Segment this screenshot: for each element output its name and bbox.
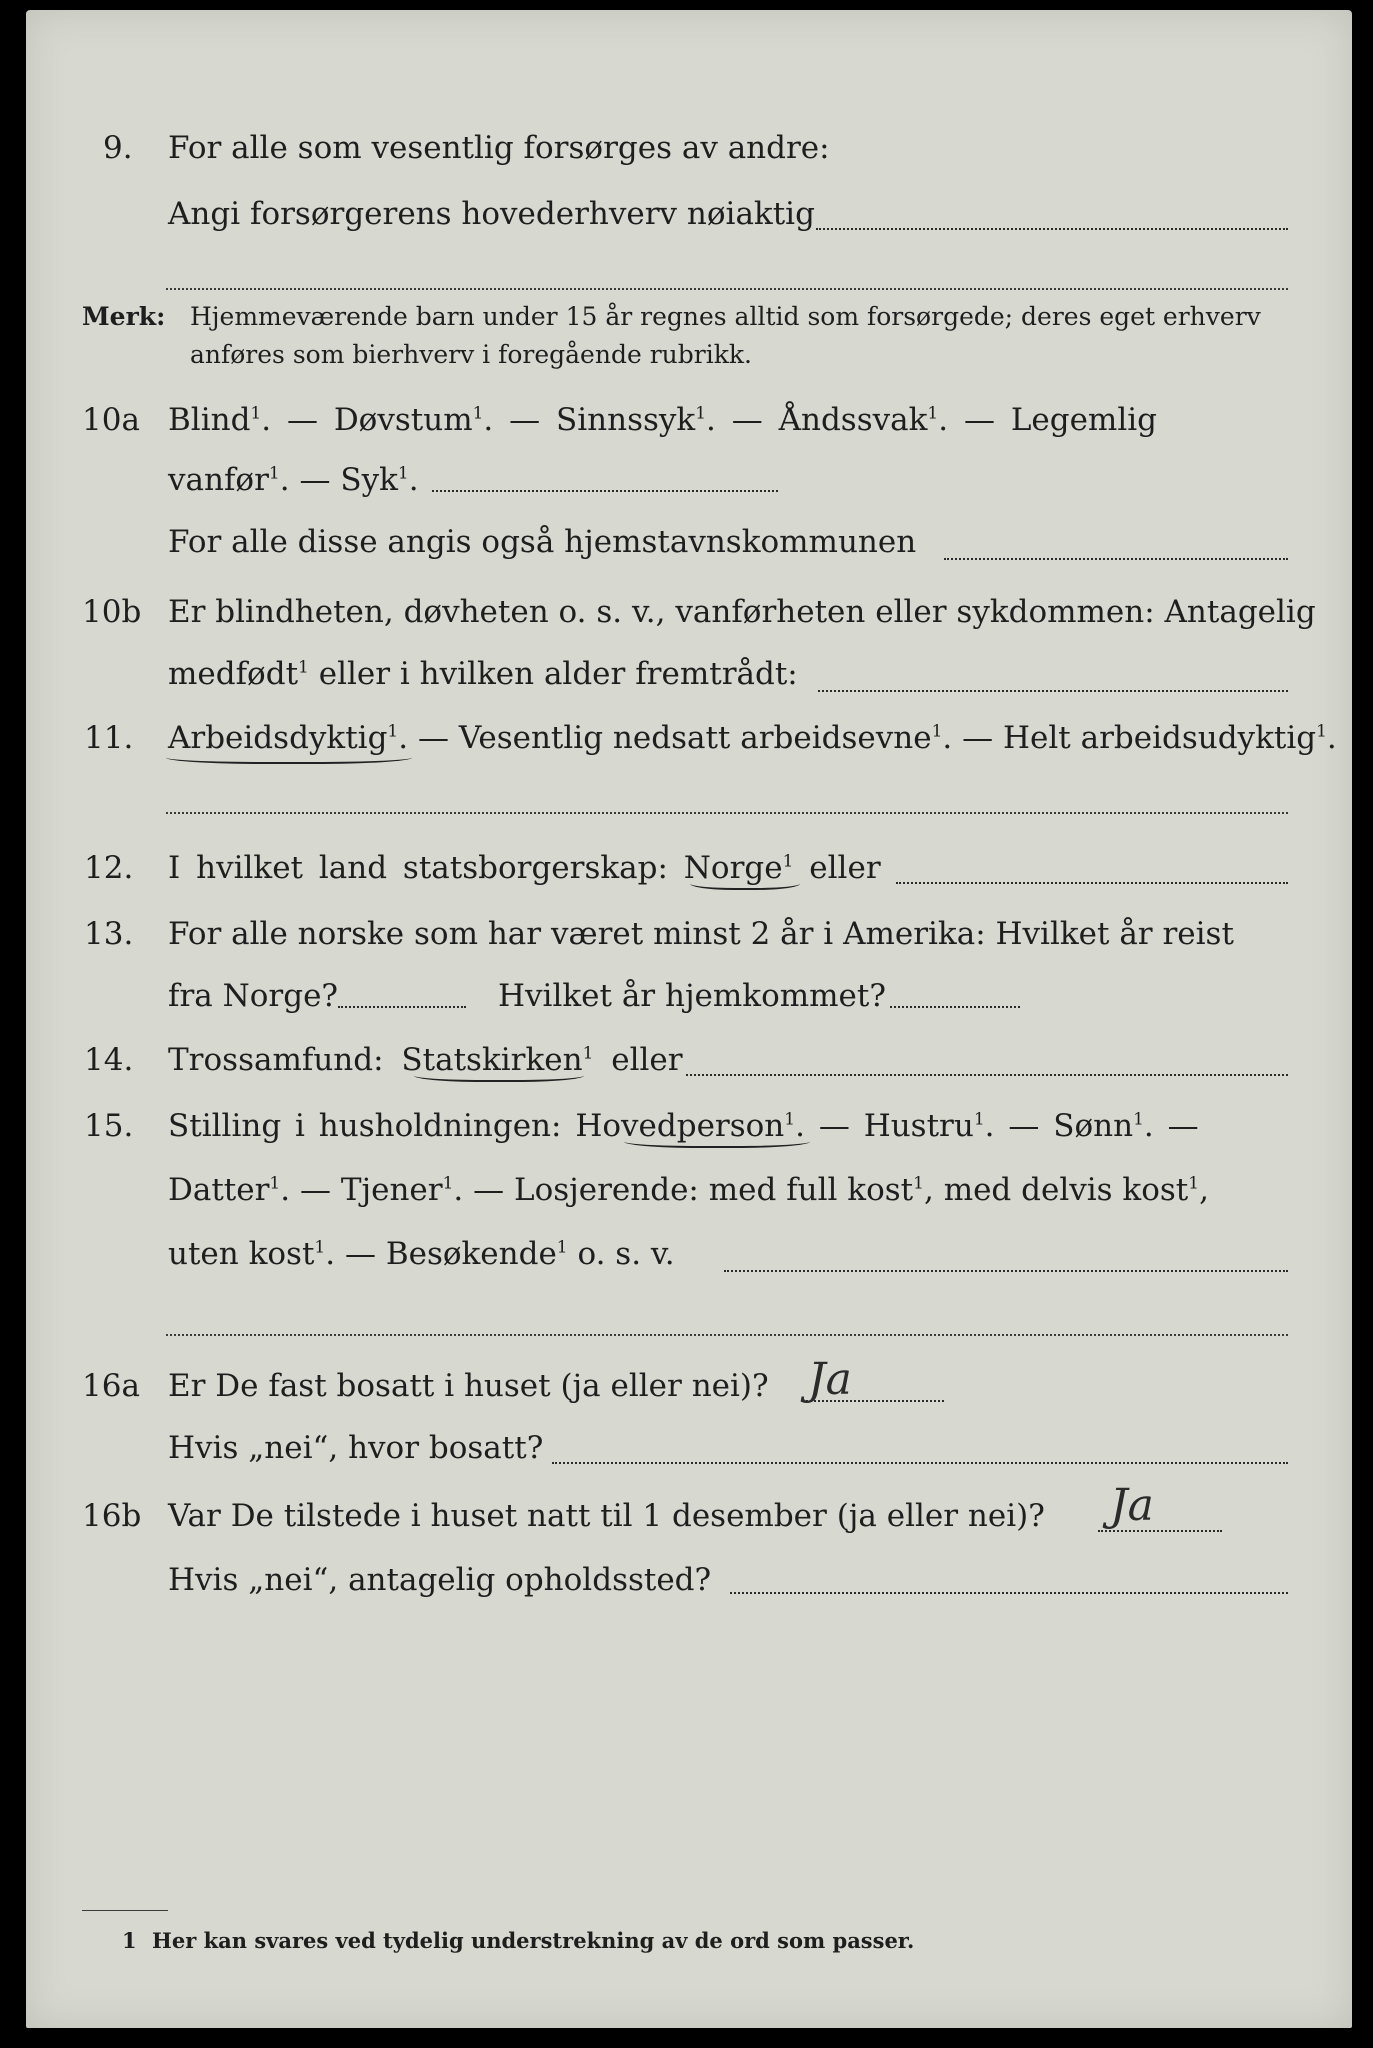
merk-line1: Hjemmeværende barn under 15 år regnes alltid som forsørgede; deres eget erhverv — [190, 302, 1261, 331]
q16a-line1: Er De fast bosatt i huset (ja eller nei)? — [168, 1368, 769, 1404]
q13-line2a: fra Norge? — [168, 978, 339, 1014]
q11-line: Arbeidsdyktig$^1$. — Vesentlig nedsatt arbeidsevne$^1$. — Helt arbeidsudyktig$^1$. — [168, 720, 1337, 756]
q15-opt-hustru[interactable]: Hustru — [863, 1108, 974, 1144]
q15-opt-tjener[interactable]: Tjener — [340, 1172, 443, 1208]
q16a-bosatt-line[interactable] — [552, 1462, 1288, 1464]
q11-handwritten-underline — [166, 748, 412, 764]
q12-handwritten-underline — [690, 874, 800, 890]
q13-hjemkommet-line[interactable] — [890, 1006, 1020, 1008]
q12-text: I hvilket land statsborgerskap: — [168, 850, 668, 886]
q10b-line2b: eller i hvilken alder fremtrådt: — [318, 656, 798, 692]
q16a-answer-line[interactable] — [806, 1400, 944, 1402]
sup: 1 — [298, 657, 309, 678]
q15-opt-delvis-kost[interactable]: med delvis kost — [943, 1172, 1189, 1208]
q10a-line3: For alle disse angis også hjemstavnskommunen — [168, 524, 917, 560]
q10b-opt-medfodt[interactable]: medfødt — [168, 656, 299, 692]
dash: — — [344, 1236, 376, 1272]
q16b-number: 16b — [82, 1498, 142, 1534]
dash: — — [1008, 1108, 1040, 1144]
q10a-opt-dovstum[interactable]: Døvstum — [333, 402, 473, 438]
sup: 1 — [387, 721, 399, 742]
q15-opt-sonn[interactable]: Sønn — [1053, 1108, 1134, 1144]
q14-text: Trossamfund: — [168, 1042, 384, 1078]
q14-answer-line[interactable] — [686, 1074, 1288, 1076]
q16b-opholdssted-line[interactable] — [730, 1592, 1288, 1594]
q15-opt-besokende[interactable]: Besøkende — [385, 1236, 557, 1272]
q15-osv: o. s. v. — [577, 1236, 675, 1272]
q11-answer-line[interactable] — [166, 812, 1288, 814]
q15-text: Stilling i husholdningen: — [168, 1108, 562, 1144]
merk-label: Merk: — [82, 302, 166, 331]
q9-line1: For alle som vesentlig forsørges av andre: — [168, 130, 830, 166]
q15-answer-line-2[interactable] — [166, 1334, 1288, 1336]
q12-number: 12. — [84, 850, 134, 886]
sup: 1 — [973, 1109, 985, 1130]
dash: — — [417, 720, 449, 756]
q16a-number: 16a — [82, 1368, 140, 1404]
q15-number: 15. — [84, 1108, 134, 1144]
q10a-opt-syk[interactable]: Syk — [340, 462, 398, 498]
q9-answer-line[interactable] — [816, 228, 1288, 230]
sup: 1 — [1188, 1173, 1200, 1194]
q12-answer-line[interactable] — [896, 882, 1288, 884]
q11-number: 11. — [84, 720, 134, 756]
q11-opt-nedsatt[interactable]: Vesentlig nedsatt arbeidsevne — [458, 720, 932, 756]
sup: 1 — [913, 1173, 924, 1194]
q10a-opt-vanfor[interactable]: vanfør — [168, 462, 269, 498]
q11-opt-udyktig[interactable]: Helt arbeidsudyktig — [1002, 720, 1317, 756]
q9-number: 9. — [103, 130, 133, 166]
q15-opt-full-kost[interactable]: med full kost — [708, 1172, 914, 1208]
dash: — — [286, 402, 318, 438]
sup: 1 — [582, 1043, 594, 1064]
sup: 1 — [472, 403, 484, 424]
dash: — — [963, 402, 995, 438]
dash: — — [1167, 1108, 1199, 1144]
sup: 1 — [269, 1173, 281, 1194]
merk-line2: anføres som bierhverv i foregående rubrikk. — [190, 340, 752, 369]
q16a-handwritten-answer[interactable]: Ja — [808, 1354, 852, 1405]
q15-losjerende: Losjerende: — [514, 1172, 699, 1208]
q14-tail: eller — [611, 1042, 683, 1078]
q10a-opt-andssvak[interactable]: Åndssvak — [778, 402, 928, 438]
q14-opt-statskirken[interactable]: Statskirken — [401, 1042, 583, 1078]
dash: — — [962, 720, 994, 756]
q15-line3: uten kost$^1$. — Besøkende$^1$ o. s. v. — [168, 1236, 675, 1272]
q10a-hjemstavn-line[interactable] — [944, 558, 1288, 560]
q10b-number: 10b — [82, 594, 142, 630]
dash: — — [473, 1172, 505, 1208]
q11-opt-arbeidsdyktig[interactable]: Arbeidsdyktig — [168, 720, 388, 756]
q15-answer-line[interactable] — [724, 1270, 1288, 1272]
q10a-number: 10a — [82, 402, 140, 438]
q9-answer-line-2[interactable] — [166, 288, 1288, 290]
sup: 1 — [1133, 1109, 1144, 1130]
footnote-text: Her kan svares ved tydelig understrekning av de ord som passer. — [152, 1928, 915, 1953]
q15-line1: Stilling i husholdningen: Hovedperson$^1$. — Hustru$^1$. — Sønn$^1$. — — [168, 1108, 1199, 1144]
q16b-line2: Hvis „nei“, antagelig opholdssted? — [168, 1562, 712, 1598]
q10b-line1: Er blindheten, døvheten o. s. v., vanførheten eller sykdommen: Antagelig — [168, 594, 1316, 630]
q12-tail: eller — [809, 850, 881, 886]
q10b-alder-line[interactable] — [818, 690, 1288, 692]
sup: 1 — [250, 403, 262, 424]
dash: — — [299, 462, 331, 498]
dash: — — [299, 1172, 331, 1208]
q10a-opt-sinnssyk[interactable]: Sinnssyk — [556, 402, 696, 438]
q16b-line1: Var De tilstede i huset natt til 1 desember (ja eller nei)? — [168, 1498, 1045, 1534]
q14-number: 14. — [84, 1042, 134, 1078]
q16b-answer-line[interactable] — [1098, 1530, 1222, 1532]
q15-line2: Datter$^1$. — Tjener$^1$. — Losjerende: med full kost$^1$, med delvis kost$^1$, — [168, 1172, 1209, 1208]
q10a-line2: vanfør$^1$. — Syk$^1$. — [168, 462, 419, 498]
q15-opt-datter[interactable]: Datter — [168, 1172, 270, 1208]
q15-handwritten-underline — [624, 1132, 810, 1148]
q10a-line1: Blind$^1$. — Døvstum$^1$. — Sinnssyk$^1$. — Åndssvak$^1$. — Legemlig — [168, 402, 1158, 438]
q9-line2: Angi forsørgerens hovederhverv nøiaktig — [168, 196, 815, 232]
sup: 1 — [442, 1173, 454, 1194]
sup: 1 — [314, 1237, 326, 1258]
q15-opt-hovedperson[interactable]: Hovedperson — [575, 1108, 785, 1144]
dash: — — [509, 402, 541, 438]
q14-handwritten-underline — [414, 1066, 584, 1082]
sup: 1 — [784, 1109, 796, 1130]
q15-opt-uten-kost[interactable]: uten kost — [168, 1236, 315, 1272]
sup: 1 — [931, 721, 943, 742]
sup: 1 — [927, 403, 939, 424]
q16a-line2: Hvis „nei“, hvor bosatt? — [168, 1430, 544, 1466]
sup: 1 — [695, 403, 707, 424]
dash: — — [731, 402, 763, 438]
q13-number: 13. — [84, 916, 134, 952]
q10a-syk-line[interactable] — [432, 490, 778, 492]
sup: 1 — [268, 463, 280, 484]
sup: 1 — [782, 851, 794, 872]
q16b-handwritten-answer[interactable]: Ja — [1110, 1480, 1154, 1531]
sup: 1 — [1316, 721, 1327, 742]
footnote-rule — [82, 1910, 168, 1911]
sup: 1 — [556, 1237, 568, 1258]
q13-line2b: Hvilket år hjemkommet? — [498, 978, 886, 1014]
q12-opt-norge[interactable]: Norge — [683, 850, 783, 886]
sup: 1 — [397, 463, 409, 484]
dash: — — [818, 1108, 850, 1144]
q10a-opt-blind[interactable]: Blind — [168, 402, 251, 438]
q13-line1: For alle norske som har været minst 2 år i Amerika: Hvilket år reist — [168, 916, 1234, 952]
q10b-line2 — [168, 656, 798, 692]
footnote-mark: 1 — [122, 1928, 137, 1953]
q13-reist-line[interactable] — [338, 1006, 466, 1008]
q10a-opt-legemlig[interactable]: Legemlig — [1010, 402, 1158, 438]
